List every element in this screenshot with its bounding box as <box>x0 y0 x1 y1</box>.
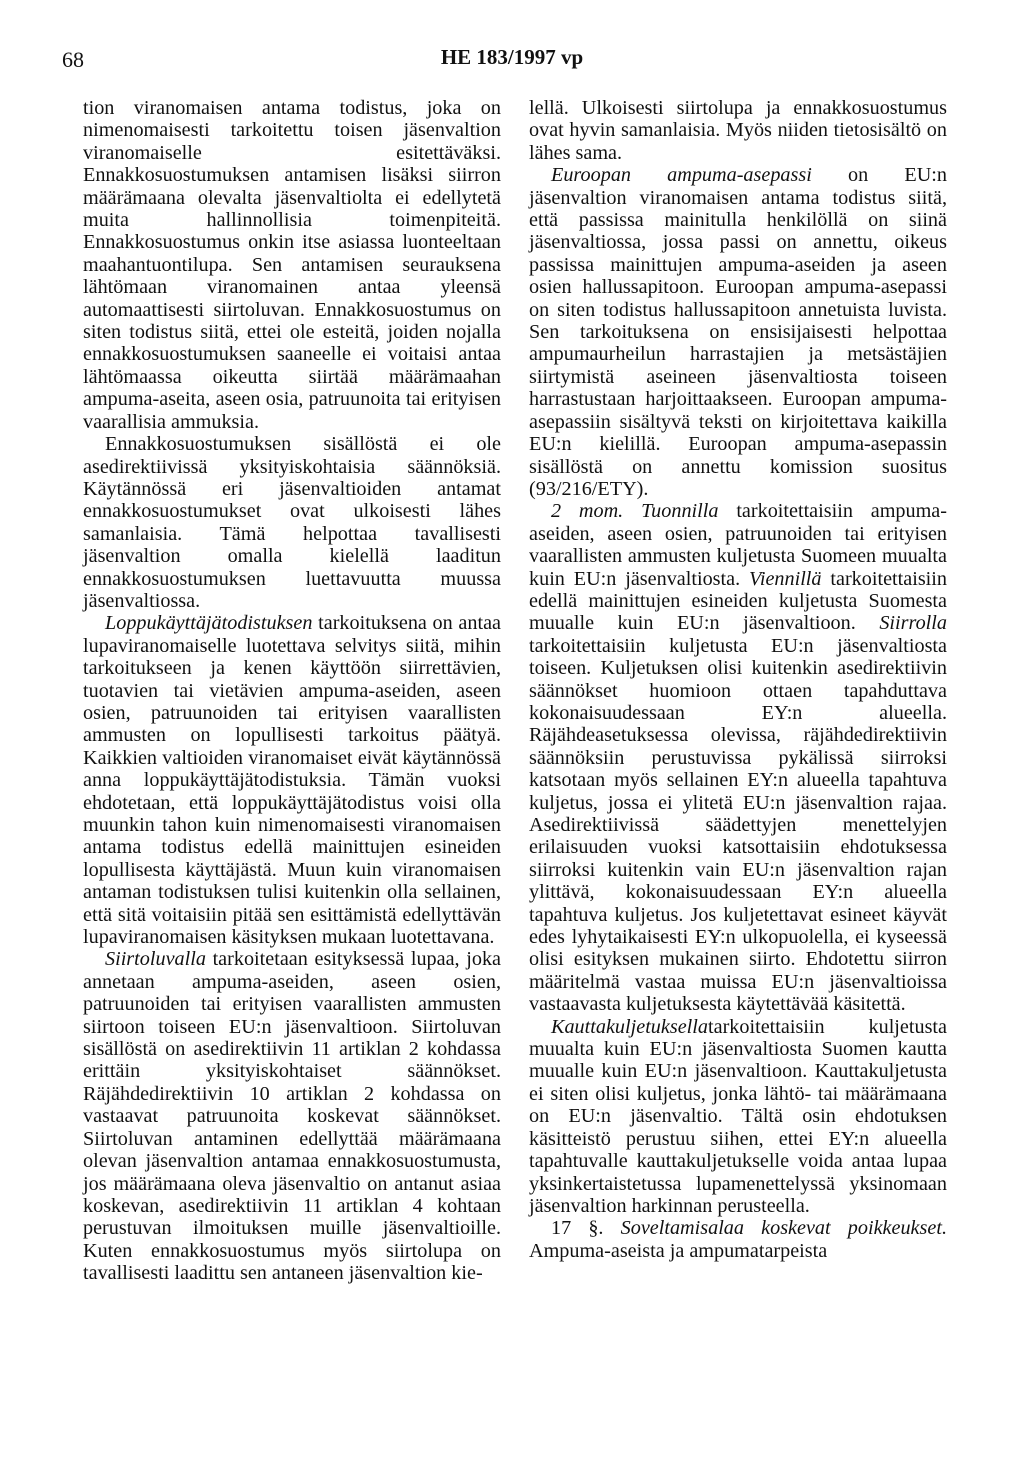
defined-term: Siirrolla <box>879 612 947 635</box>
paragraph <box>529 500 947 1015</box>
paragraph-text: tarkoituksena on antaa lupaviranomaiselle luotettava selvitys siitä, mihin tarkoitukseen ja kenen käyttöön siirrettävien, tuotavien tai vietävien ampuma-aseiden, aseen osien, patruunoiden tai erityisen vaarallisten ammusten on lopullisesti tarkoitus päätyä. Kaikkien valtioiden viranomaiset eivät käytännössä anna loppukäyttäjätodistuksia. Tämän vuoksi ehdotetaan, että loppukäyttäjätodistus voisi olla muunkin tahon kuin nimenomaisesti viranomaisen antama todistus edellä mainittujen esineiden lopullisesta käyttäjästä. Muun kuin viranomaisen antaman todistuksen tulisi kuitenkin olla sellainen, että sitä voitaisiin pitää sen esittämistä edellyttävän lupaviranomaisen käsityksen mukaan luotettavana. <box>83 612 501 949</box>
paragraph-text: tarkoitettaisiin ampuma-aseiden, aseen osien, patruunoiden tai erityisen vaarallisten ammusten kuljetusta Suomeen muualta kuin EU:n jäsenvaltiosta. <box>529 500 947 590</box>
paragraph-text: Ampuma-aseista ja ampumatarpeista <box>529 1239 828 1262</box>
defined-term: Euroopan ampuma-asepassi <box>551 164 812 187</box>
paragraph-text: tarkoitetaan esityksessä lupaa, joka annetaan ampuma-aseiden, aseen osien, patruunoiden tai erityisen vaarallisten ammusten siirtoon toiseen EU:n jäsenvaltioon. Siirtoluvan sisällöstä on asedirektiivin 11 artiklan 2 kohdassa erittäin yksityiskohtaiset säännökset. Räjähdedirektiivin 10 artiklan 2 kohdassa on vastaavat patruunoita koskevat säännökset. Siirtoluvan antaminen edellyttää määrämaana olevan jäsenvaltion antamaa ennakkosuostumusta, jos määrämaana oleva jäsenvaltio on antanut asiaa koskevan, asedirektiivin 11 artiklan 4 kohtaan perustuvan ilmoituksen muille jäsenvaltioille. Kuten ennakkosuostumus myös siirtolupa on tavallisesti laadittu sen antaneen jäsenvaltion kie- <box>83 948 501 1285</box>
defined-term: Loppukäyttäjätodistuksen <box>105 612 313 635</box>
paragraph: tion viranomaisen antama todistus, joka on nimenomaisesti tarkoitettu toisen jäsenvaltion viranomaiselle esitettäväksi. Ennakkosuostumuksen antamisen lisäksi siirron määrämaana olevalta jäsenvaltiolta ei edellytetä muita hallinnollisia toimenpiteitä. Ennakkosuostumus onkin itse asiassa luonteeltaan maahantuontilupa. Sen antamisen seurauksena lähtömaan viranomainen antaa yleensä automaattisesti siirtoluvan. Ennakkosuostumus on siten todistus siitä, ettei ole esteitä, joiden nojalla ennakkosuostumuksen saaneelle ei voitaisi antaa lähtömaassa oikeutta siirtää määrämaahan ampuma-aseita, aseen osia, patruunoita tai erityisen vaarallisia ammuksia. <box>83 97 501 433</box>
section-heading: Soveltamisalaa koskevat poikkeukset. <box>620 1217 947 1240</box>
paragraph-text: tarkoitettaisiin edellä mainittujen esineiden kuljetusta Suomesta muualle kuin EU:n jäsenvaltioon. <box>529 567 947 635</box>
paragraph-text: tarkoitettaisiin kuljetusta EU:n jäsenvaltiosta toiseen. Kuljetuksen olisi kuitenkin asedirektiivin säännökset huomioon ottaen tapahduttava kokonaisuudessaan EY:n alueella. Räjähdeasetuksessa olevissa, räjähdedirektiivin säännöksiin perustuvissa pykälissä siirroksi katsotaan myös sellainen EY:n alueella tapahtuva kuljetus, jossa ei ylitetä EU:n jäsenvaltion rajaa. Asedirektiivissä säädettyjen menettelyjen erilaisuuden vuoksi katsottaisiin ehdotuksessa siirroksi kuitenkin vain EU:n jäsenvaltion rajan ylittävä, kokonaisuudessaan EY:n alueella tapahtuva kuljetus. Jos kuljetettavat esineet käyvät edes lyhytaikaisesti EY:n ulkopuolella, ei kyseessä olisi esityksen mukainen siirto. Ehdotettu siirron määritelmä vastaa muissa EU:n jäsenvaltioissa vastaavasta kuljetuksesta käytettävää käsitettä. <box>529 634 947 1016</box>
page-number: 68 <box>62 47 84 72</box>
paragraph-text: tarkoitettaisiin kuljetusta muualta kuin EU:n jäsenvaltiosta Suomen kautta muualle kuin EU:n jäsenvaltioon. Kauttakuljetusta ei siten olisi kuljetus, jonka lähtö- tai määrämaana on EU:n jäsenvaltio. Tältä osin ehdotuksen käsitteistö perustuu siihen, ettei EY:n alueella tapahtuvalle kauttakuljetukselle voida antaa lupaa yksinkertaistetussa lupamenettelyssä yksinomaan jäsenvaltion harkinnan perusteella. <box>529 1015 947 1217</box>
defined-term: Viennillä <box>749 567 822 590</box>
defined-term: Kauttakuljetuksella <box>551 1015 708 1038</box>
paragraph: lellä. Ulkoisesti siirtolupa ja ennakkosuostumus ovat hyvin samanlaisia. Myös niiden tietosisältö on lähes sama. <box>529 97 947 164</box>
left-column <box>83 97 501 1285</box>
paragraph <box>83 612 501 948</box>
defined-term: Tuonnilla <box>641 500 719 523</box>
paragraph <box>529 164 947 500</box>
paragraph <box>83 948 501 1284</box>
running-header: HE 183/1997 vp <box>440 45 584 69</box>
defined-term: Siirtoluvalla <box>105 948 206 971</box>
paragraph <box>529 1016 947 1218</box>
paragraph <box>529 1217 947 1262</box>
section-number: 17 §. <box>551 1217 604 1240</box>
right-column <box>529 97 947 1262</box>
paragraph-text: on EU:n jäsenvaltion viranomaisen antama todistus siitä, että passissa mainitulla henkilöllä on siinä jäsenvaltiossa, jossa passi on annettu, oikeus passissa mainittujen ampuma-aseiden ja aseen osien hallussapitoon. Euroopan ampuma-asepassi on siten todistus hallussapitoon annetuista luvista. Sen tarkoituksena on ensisijaisesti helpottaa ampumaurheilun harrastajien ja metsästäjien siirtymistä aseineen jäsenvaltiosta toiseen harrastustaan harjoittaakseen. Euroopan ampuma-asepassiin sisältyvä teksti on kirjoitettava kaikilla EU:n kielillä. Euroopan ampuma-asepassin sisällöstä on annettu komission suositus (93/216/ETY). <box>529 164 947 500</box>
moment-label: 2 mom. <box>551 500 624 523</box>
paragraph: Ennakkosuostumuksen sisällöstä ei ole asedirektiivissä yksityiskohtaisia säännöksiä. Käytännössä eri jäsenvaltioiden antamat ennakkosuostumukset ovat ulkoisesti lähes samanlaisia. Tämä helpottaa tavallisesti jäsenvaltion omalla kielellä laaditun ennakkosuostumuksen luettavuutta muussa jäsenvaltiossa. <box>83 433 501 612</box>
